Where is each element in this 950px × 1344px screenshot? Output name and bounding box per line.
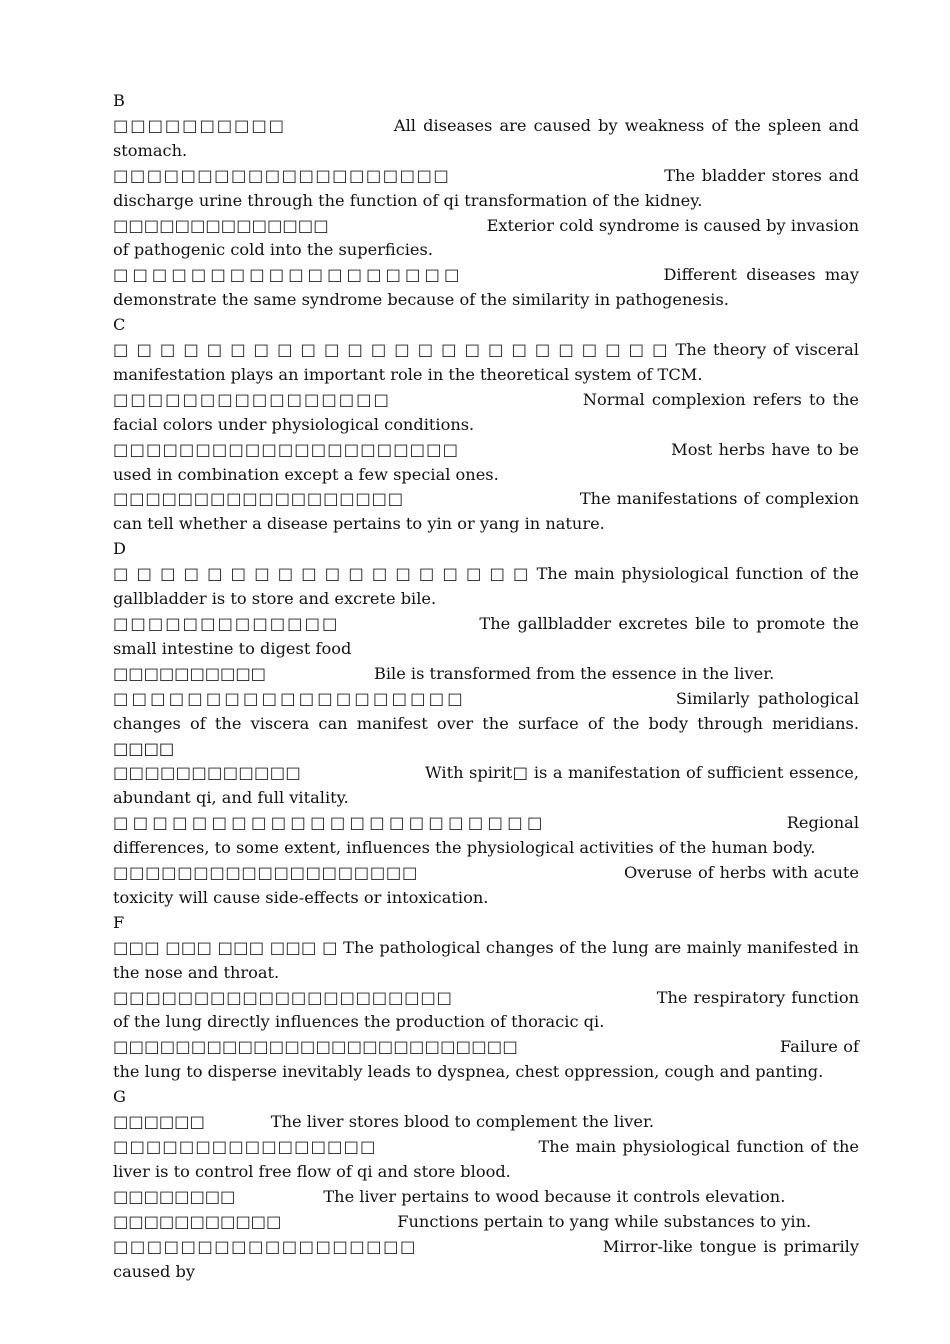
english-translation: The liver pertains to wood because it controls elevation. (323, 1186, 786, 1206)
english-translation: Functions pertain to yang while substances to yin. (397, 1211, 812, 1231)
glossary-entry (113, 263, 859, 313)
glossary-entry (113, 811, 859, 861)
english-translation: The pathological changes of the lung are mainly manifested in the nose and throat. (113, 937, 859, 982)
chinese-term: □□□□□□□□□□□□□□□□□□□□□ (113, 439, 460, 459)
chinese-term: □□□□□□□□□□□□□ (113, 613, 340, 633)
glossary-entry (113, 562, 859, 612)
glossary-entry (113, 662, 859, 687)
chinese-term: □□□□□□□□□□□□□□□□□□ (113, 265, 464, 285)
glossary-entry (113, 1035, 859, 1085)
glossary-entry (113, 687, 859, 762)
english-translation: Regional differences, to some extent, influences the physiological activities of the human body. (113, 813, 859, 858)
chinese-term: □□□□□□□□□□□□□□□□ (113, 389, 391, 409)
chinese-term: □□□□□□□□□□□□□□ (113, 215, 329, 235)
chinese-term: □□□□□□□□□□□□□□□□□□□□□ (113, 987, 453, 1007)
glossary-entry (113, 986, 859, 1036)
english-translation: The gallbladder excretes bile to promote the small intestine to digest food (113, 613, 860, 658)
chinese-term: □□□□□□□□□□□□□□□□□□□ (113, 688, 466, 708)
chinese-term: □□□□□□□□□□□□□□□□ (113, 1136, 377, 1156)
chinese-term: □ □ □ □ □ □ □ □ □ □ □ □ □ □ □ □ □ □ (113, 564, 530, 584)
glossary-entry (113, 114, 859, 164)
glossary-entry (113, 388, 859, 438)
english-translation: The respiratory function of the lung directly influences the production of thoracic qi. (113, 987, 859, 1032)
chinese-term: □ □ □ □ □ □ □ □ □ □ □ □ □ □ □ □ □ □ □ □ □ □ □ □ (113, 340, 669, 360)
glossary-entry (113, 1135, 859, 1185)
section-letter-b: B (113, 91, 125, 110)
english-translation: Bile is transformed from the essence in the liver. (373, 663, 775, 683)
chinese-term: □□□□□□□□□□□□ (113, 763, 302, 783)
chinese-term: □□□□□□□□□□□□□□□□□□□□□□ (113, 813, 547, 833)
english-translation: With spirit□ is a manifestation of sufficient essence, abundant qi, and full vitality. (113, 763, 859, 808)
english-translation: The main physiological function of the gallbladder is to store and excrete bile. (113, 564, 859, 609)
glossary-entry (113, 1110, 859, 1135)
glossary-entry (113, 1210, 859, 1235)
section-letter-g: G (113, 1087, 126, 1107)
glossary-entry (113, 612, 859, 662)
english-translation: Overuse of herbs with acute toxicity will cause side-effects or intoxication. (113, 863, 860, 907)
chinese-term: □□□□□□□□□□□□□□□□□□□□ (113, 165, 451, 185)
glossary-entry (113, 761, 859, 811)
chinese-term: □□□ □□□ □□□ □□□ □ (113, 937, 338, 957)
chinese-term: □□□□□□□□□□□□□□□□□□ (113, 489, 404, 509)
chinese-term: □□□□□□□□□□ (113, 115, 286, 135)
section-letter-c: C (113, 315, 126, 335)
glossary-entry (113, 164, 859, 214)
english-translation: The main physiological function of the liver is to control free flow of qi and store blood. (113, 1136, 859, 1181)
english-translation: All diseases are caused by weakness of the spleen and stomach. (113, 115, 859, 160)
english-translation: The theory of visceral manifestation plays an important role in the theoretical system of TCM. (113, 340, 859, 384)
section-letter-f: F (113, 912, 125, 932)
english-translation: Exterior cold syndrome is caused by invasion of pathogenic cold into the superficies. (113, 215, 859, 260)
section-letter-d: D (113, 539, 126, 559)
glossary-entry (113, 338, 859, 388)
english-translation: Different diseases may demonstrate the same syndrome because of the similarity in pathogenesis. (113, 265, 859, 310)
glossary-entry (113, 1185, 859, 1210)
glossary-entry (113, 438, 859, 488)
english-translation: Similarly pathological changes of the viscera can manifest over the surface of the body through meridians. □□□□ (113, 688, 860, 758)
chinese-term: □□□□□□□□□□□ (113, 1211, 282, 1231)
chinese-term: □□□□□□□□□□□□□□□□□□□ (113, 863, 418, 883)
chinese-term: □□□□□□□□ (113, 1186, 236, 1206)
glossary-entry (113, 1235, 859, 1285)
document-page (113, 89, 859, 1284)
english-translation: Most herbs have to be used in combination except a few special ones. (113, 439, 859, 484)
glossary-entry (113, 487, 859, 537)
chinese-term: □□□□□□ (113, 1112, 205, 1132)
chinese-term: □□□□□□□□□□□□□□□□□□ (113, 1236, 417, 1256)
chinese-term: □□□□□□□□□□□□□□□□□□□□□□□□□□ (113, 1037, 518, 1057)
english-translation: The liver stores blood to complement the liver. (270, 1112, 655, 1132)
chinese-term: □□□□□□□□□□ (113, 663, 266, 683)
glossary-entry (113, 861, 859, 911)
english-translation: The manifestations of complexion can tell whether a disease pertains to yin or yang in nature. (113, 489, 860, 534)
glossary-entry (113, 936, 859, 986)
english-translation: Failure of the lung to disperse inevitably leads to dyspnea, chest oppression, cough and panting. (113, 1037, 859, 1082)
english-translation: The bladder stores and discharge urine through the function of qi transformation of the kidney. (113, 165, 860, 210)
english-translation: Mirror-like tongue is primarily caused by (113, 1236, 859, 1281)
english-translation: Normal complexion refers to the facial colors under physiological conditions. (113, 389, 859, 434)
glossary-entry (113, 214, 859, 264)
